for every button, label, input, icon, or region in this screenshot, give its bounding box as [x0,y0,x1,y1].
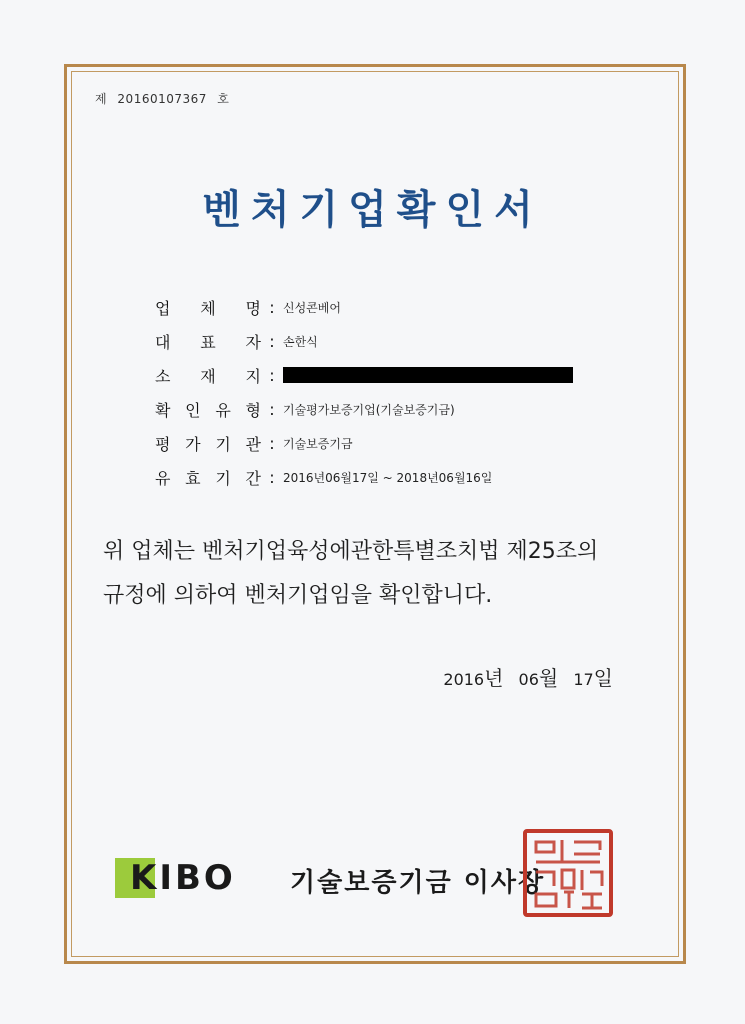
date-month-unit: 월 [538,666,559,690]
field-label: 업 체 명 [155,298,261,318]
field-label: 소 재 지 [155,366,261,386]
number-prefix: 제 [95,92,108,106]
date-year: 2016 [443,670,485,689]
field-colon: : [269,467,275,487]
document-number [95,90,235,107]
field-value: 기술보증기금 [283,436,353,451]
redaction-bar [283,367,573,383]
date-day-unit: 일 [593,666,613,690]
issuer-name: 기술보증기금 이사장 [290,868,546,898]
field-label: 확 인 유 형 [155,400,261,420]
field-representative [155,324,573,358]
certificate-title: 벤처기업확인서 [202,186,543,233]
statement-line-2: 규정에 의하여 벤처기업임을 확인합니다. [103,583,493,608]
field-label: 평 가 기 관 [155,434,261,454]
number-value: 20160107367 [117,92,207,106]
field-validity-period [155,460,573,494]
date-month: 06 [518,670,539,689]
field-colon: : [269,399,275,419]
date-year-unit: 년 [484,666,504,690]
kibo-logo: KIBO [130,858,236,898]
field-value: 2016년06월17일 ~ 2018년06월16일 [283,470,493,485]
field-value: 손한식 [283,334,318,349]
info-fields [155,290,573,494]
field-confirmation-type [155,392,573,426]
field-colon: : [269,365,275,385]
field-label: 유 효 기 간 [155,468,261,488]
field-value: 기술평가보증기업(기술보증기금) [283,402,455,417]
issue-date [443,662,623,691]
statement-line-1: 위 업체는 벤처기업육성에관한특별조치법 제25조의 [103,539,599,564]
field-address [155,358,573,392]
date-day: 17 [573,670,594,689]
official-seal-icon [522,828,614,918]
field-colon: : [269,297,275,317]
field-colon: : [269,433,275,453]
field-value: 신성콘베어 [283,300,341,315]
field-label: 대 표 자 [155,332,261,352]
field-evaluating-agency [155,426,573,460]
field-company-name [155,290,573,324]
number-suffix: 호 [217,92,230,106]
confirmation-statement [103,530,663,618]
field-colon: : [269,331,275,351]
